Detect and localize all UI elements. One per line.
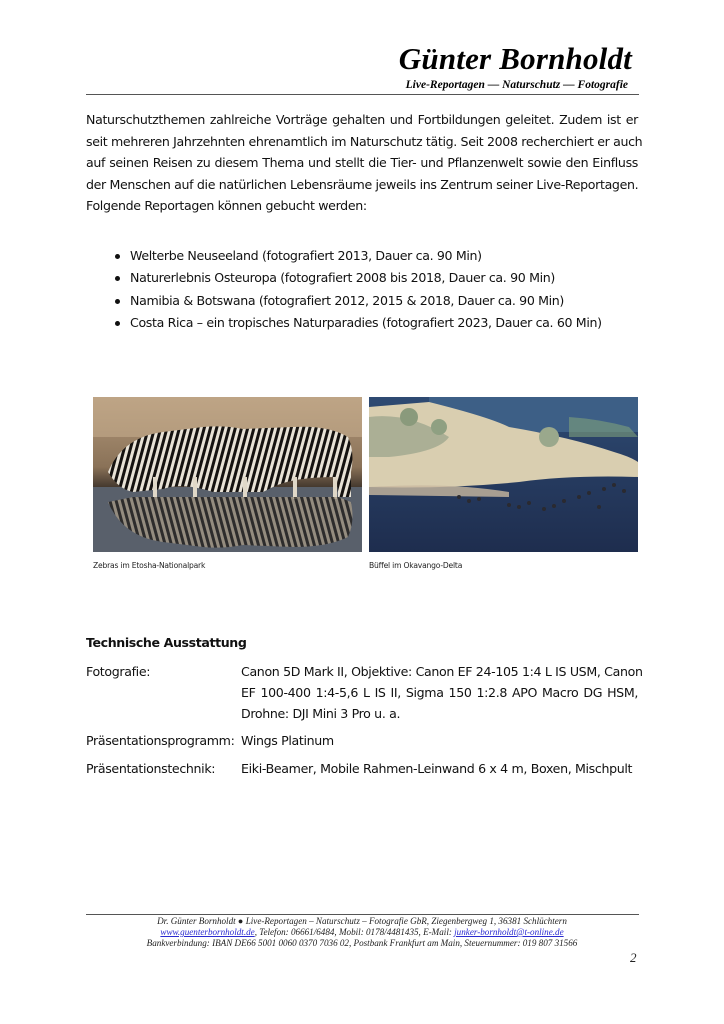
header-tagline: Live-Reportagen — Naturschutz — Fotografie: [405, 79, 628, 91]
photo-caption: Zebras im Etosha-Nationalpark: [93, 561, 206, 570]
footer-bank: Bankverbindung: IBAN DE66 5001 0060 0370 7036 02, Postbank Frankfurt am Main, Steuernummer: 019 807 31566: [146, 938, 578, 948]
list-item: [86, 245, 602, 267]
tech-value: [241, 661, 643, 725]
footer-divider: [86, 914, 639, 915]
intro-line: Folgende Reportagen können gebucht werden:: [86, 198, 367, 214]
tech-value-line: Eiki-Beamer, Mobile Rahmen-Leinwand 6 x 4 m, Boxen, Mischpult: [241, 761, 633, 776]
email-link[interactable]: junker-bornholdt@t-online.de: [454, 927, 564, 937]
list-item: [86, 290, 602, 312]
intro-line: seit mehreren Jahrzehnten ehrenamtlich im Naturschutz tätig. Seit 2008 recherchiert er auch: [86, 133, 643, 149]
tech-label: Präsentationsprogramm:: [86, 733, 235, 748]
tech-label: Präsentationstechnik:: [86, 761, 216, 776]
intro-paragraph: [86, 109, 643, 217]
tech-value-line: EF 100-400 1:4-5,6 L IS II, Sigma 150 1:2.8 APO Macro DG HSM,: [241, 685, 638, 701]
list-item: [86, 267, 602, 289]
tech-value: [241, 758, 638, 779]
footer-address: Dr. Günter Bornholdt ● Live-Reportagen – Naturschutz – Fotografie GbR, Ziegenbergweg 1, 36381 Schlüchtern: [157, 916, 567, 926]
header-divider: [86, 94, 639, 95]
zebras-photo: [93, 397, 362, 552]
photo-caption: Büffel im Okavango-Delta: [369, 561, 463, 570]
list-item-text: Welterbe Neuseeland (fotografiert 2013, Dauer ca. 90 Min): [130, 248, 482, 263]
section-title: Technische Ausstattung: [86, 635, 247, 650]
tech-value: [241, 730, 638, 751]
footer-contact: [60, 927, 664, 938]
intro-line: Naturschutzthemen zahlreiche Vorträge gehalten und Fortbildungen geleitet. Zudem ist er: [86, 112, 638, 127]
intro-line: auf seinen Reisen zu diesem Thema und stellt die Tier- und Pflanzenwelt sowie den Einfluss: [86, 155, 638, 171]
list-item: [86, 312, 602, 334]
intro-line: der Menschen auf die natürlichen Lebensräume jeweils ins Zentrum seiner Live-Reportagen.: [86, 176, 639, 192]
tech-label: Fotografie:: [86, 664, 151, 679]
page-number: 2: [630, 950, 637, 965]
bullet-icon: [115, 254, 120, 259]
list-item-text: Naturerlebnis Osteuropa (fotografiert 2008 bis 2018, Dauer ca. 90 Min): [130, 270, 555, 286]
footer-phone-text: , Telefon: 06661/6484, Mobil: 0178/4481435, E-Mail:: [254, 927, 455, 937]
list-item-text: Costa Rica – ein tropisches Naturparadies (fotografiert 2023, Dauer ca. 60 Min): [130, 315, 602, 331]
tech-value-line: Wings Platinum: [241, 733, 334, 748]
buffalo-photo: [369, 397, 638, 552]
bullet-icon: [115, 276, 120, 281]
list-item-text: Namibia & Botswana (fotografiert 2012, 2015 & 2018, Dauer ca. 90 Min): [130, 292, 564, 308]
tech-value-line: Drohne: DJI Mini 3 Pro u. a.: [241, 706, 401, 722]
bullet-icon: [115, 321, 120, 326]
bullet-icon: [115, 299, 120, 304]
website-link[interactable]: www.guenterbornholdt.de: [160, 927, 255, 937]
header-author-name: Günter Bornholdt: [398, 41, 632, 76]
tech-value-line: Canon 5D Mark II, Objektive: Canon EF 24-105 1:4 L IS USM, Canon: [241, 664, 643, 679]
reportagen-list: [86, 245, 602, 335]
